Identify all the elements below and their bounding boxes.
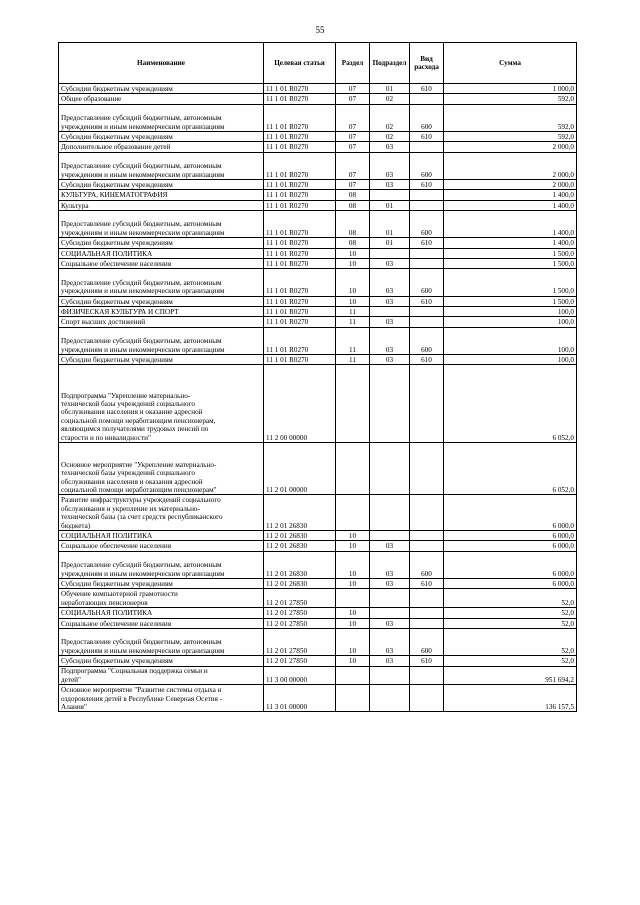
cell-subsection: 01 [370,238,410,248]
cell-section: 07 [336,131,370,141]
cell-expense-type: 610 [410,656,444,666]
cell-subsection: 01 [370,84,410,94]
cell-section: 10 [336,296,370,306]
cell-name: Основное мероприятие "Развитие системы отдыха и оздоровления детей в Республике Северная Осетия - Алания" [59,685,264,712]
cell-name: СОЦИАЛЬНАЯ ПОЛИТИКА [59,530,264,540]
cell-sum: 1 500,0 [444,248,577,258]
cell-subsection [370,495,410,531]
cell-subsection [370,530,410,540]
cell-name: Предоставление субсидий бюджетным, автономным учреждениям и иным некоммерческим организациям [59,104,264,131]
cell-section [336,685,370,712]
cell-name: СОЦИАЛЬНАЯ ПОЛИТИКА [59,608,264,618]
cell-subsection: 01 [370,200,410,210]
cell-target-item: 11 1 01 R0270 [264,211,336,238]
cell-section: 10 [336,608,370,618]
cell-target-item: 11 2 01 26830 [264,541,336,551]
table-body [59,84,577,712]
cell-sum: 6 052,0 [444,443,577,495]
table-row [59,94,577,104]
table-row [59,200,577,210]
cell-target-item: 11 1 01 R0270 [264,355,336,365]
cell-subsection: 03 [370,327,410,354]
cell-subsection: 03 [370,541,410,551]
cell-section: 10 [336,551,370,578]
cell-expense-type [410,200,444,210]
cell-sum: 100,0 [444,327,577,354]
cell-subsection: 03 [370,179,410,189]
cell-sum: 6 052,0 [444,365,577,443]
cell-target-item: 11 1 01 R0270 [264,269,336,296]
cell-subsection: 03 [370,618,410,628]
cell-sum: 100,0 [444,355,577,365]
cell-name: Субсидии бюджетным учреждениям [59,296,264,306]
cell-sum: 6 000,0 [444,541,577,551]
cell-expense-type: 600 [410,551,444,578]
cell-target-item: 11 1 01 R0270 [264,190,336,200]
cell-sum: 2 000,0 [444,179,577,189]
cell-subsection [370,365,410,443]
cell-target-item: 11 1 01 R0270 [264,142,336,152]
cell-name: Социальное обеспечение населения [59,259,264,269]
cell-target-item: 11 1 01 R0270 [264,200,336,210]
cell-sum: 52,0 [444,608,577,618]
cell-subsection [370,666,410,685]
table-row [59,589,577,608]
cell-subsection: 03 [370,142,410,152]
cell-expense-type [410,94,444,104]
cell-expense-type [410,317,444,327]
cell-expense-type: 610 [410,84,444,94]
table-row [59,530,577,540]
cell-target-item: 11 1 01 R0270 [264,327,336,354]
cell-subsection [370,589,410,608]
cell-expense-type: 610 [410,578,444,588]
cell-name: Предоставление субсидий бюджетным, автономным учреждениям и иным некоммерческим организациям [59,269,264,296]
table-row [59,131,577,141]
cell-sum: 1 500,0 [444,269,577,296]
table-row [59,248,577,258]
cell-expense-type [410,541,444,551]
cell-target-item: 11 1 01 R0270 [264,152,336,179]
table-row [59,179,577,189]
cell-expense-type: 600 [410,327,444,354]
cell-sum: 136 157,5 [444,685,577,712]
cell-section: 10 [336,618,370,628]
cell-sum: 6 000,0 [444,495,577,531]
cell-section: 07 [336,94,370,104]
table-row [59,84,577,94]
cell-section: 10 [336,530,370,540]
cell-sum: 52,0 [444,628,577,655]
cell-target-item: 11 2 01 27850 [264,608,336,618]
cell-section: 10 [336,269,370,296]
cell-expense-type [410,685,444,712]
cell-sum: 6 000,0 [444,578,577,588]
cell-target-item: 11 1 01 R0270 [264,307,336,317]
cell-expense-type [410,142,444,152]
cell-target-item: 11 2 01 27850 [264,628,336,655]
cell-section: 08 [336,238,370,248]
cell-name: Предоставление субсидий бюджетным, автономным учреждениям и иным некоммерческим организациям [59,211,264,238]
cell-section: 11 [336,317,370,327]
cell-subsection: 02 [370,94,410,104]
cell-expense-type: 600 [410,211,444,238]
table-row [59,495,577,531]
table-row [59,578,577,588]
cell-section: 11 [336,355,370,365]
cell-name: Субсидии бюджетным учреждениям [59,578,264,588]
page-number: 55 [315,25,325,35]
cell-expense-type [410,589,444,608]
cell-section [336,365,370,443]
cell-subsection [370,307,410,317]
cell-subsection [370,685,410,712]
cell-expense-type [410,608,444,618]
cell-expense-type: 610 [410,296,444,306]
cell-expense-type: 600 [410,104,444,131]
cell-sum: 6 000,0 [444,530,577,540]
table-row [59,355,577,365]
cell-expense-type [410,443,444,495]
cell-section: 08 [336,211,370,238]
cell-sum: 1 400,0 [444,238,577,248]
cell-sum: 1 400,0 [444,190,577,200]
cell-name: Субсидии бюджетным учреждениям [59,355,264,365]
cell-target-item: 11 1 01 R0270 [264,131,336,141]
cell-sum: 951 694,2 [444,666,577,685]
cell-section: 10 [336,259,370,269]
table-row [59,152,577,179]
cell-name: ФИЗИЧЕСКАЯ КУЛЬТУРА И СПОРТ [59,307,264,317]
cell-expense-type [410,618,444,628]
cell-expense-type: 610 [410,238,444,248]
table-row [59,618,577,628]
cell-target-item: 11 2 01 26830 [264,530,336,540]
cell-sum: 2 000,0 [444,152,577,179]
cell-section: 07 [336,142,370,152]
header-section: Раздел [336,43,370,84]
cell-target-item: 11 1 01 R0270 [264,104,336,131]
header-sum: Сумма [444,43,577,84]
cell-sum: 592,0 [444,94,577,104]
cell-name: Предоставление субсидий бюджетным, автономным учреждениям и иным некоммерческим организациям [59,152,264,179]
cell-name: Подпрограмма "Социальная поддержка семьи и детей" [59,666,264,685]
cell-section: 10 [336,541,370,551]
cell-name: Предоставление субсидий бюджетным, автономным учреждениям и иным некоммерческим организациям [59,628,264,655]
cell-name: Субсидии бюджетным учреждениям [59,84,264,94]
table-row [59,296,577,306]
cell-name: Субсидии бюджетным учреждениям [59,179,264,189]
cell-section: 07 [336,84,370,94]
header-target-item: Целевая статья [264,43,336,84]
cell-section: 08 [336,200,370,210]
table-row [59,142,577,152]
cell-name: Социальное обеспечение населения [59,541,264,551]
cell-subsection: 01 [370,211,410,238]
cell-target-item: 11 1 01 R0270 [264,238,336,248]
cell-target-item: 11 2 01 27850 [264,656,336,666]
cell-expense-type: 600 [410,269,444,296]
cell-target-item: 11 1 01 R0270 [264,179,336,189]
table-row [59,608,577,618]
table-row [59,666,577,685]
cell-sum: 2 000,0 [444,142,577,152]
cell-sum: 592,0 [444,104,577,131]
cell-sum: 1 500,0 [444,259,577,269]
cell-target-item: 11 2 01 27850 [264,589,336,608]
cell-sum: 1 000,0 [444,84,577,94]
table-row [59,685,577,712]
cell-section: 07 [336,104,370,131]
cell-target-item: 11 1 01 R0270 [264,317,336,327]
cell-name: СОЦИАЛЬНАЯ ПОЛИТИКА [59,248,264,258]
header-name: Наименование [59,43,264,84]
cell-section: 11 [336,327,370,354]
cell-target-item: 11 3 00 00000 [264,666,336,685]
cell-subsection: 03 [370,355,410,365]
cell-expense-type [410,365,444,443]
cell-target-item: 11 1 01 R0270 [264,296,336,306]
cell-subsection [370,443,410,495]
cell-subsection: 03 [370,578,410,588]
cell-subsection: 03 [370,551,410,578]
cell-subsection: 03 [370,628,410,655]
cell-name: Культура [59,200,264,210]
budget-table [58,42,577,712]
cell-name: Дополнительное образование детей [59,142,264,152]
table-row [59,551,577,578]
cell-section [336,495,370,531]
cell-expense-type: 610 [410,355,444,365]
cell-name: Развитие инфраструктуры учреждений социального обслуживания и укрепление их материально- технической базы (за счет средств республиканского бюджета) [59,495,264,531]
cell-expense-type [410,307,444,317]
header-expense-type: Вид расхода [410,43,444,84]
table-row [59,211,577,238]
cell-subsection: 03 [370,656,410,666]
cell-target-item: 11 2 01 27850 [264,618,336,628]
cell-subsection [370,608,410,618]
cell-expense-type: 600 [410,628,444,655]
cell-target-item: 11 1 01 R0270 [264,259,336,269]
cell-sum: 1 400,0 [444,211,577,238]
table-row [59,443,577,495]
table-row [59,541,577,551]
table-row [59,269,577,296]
cell-expense-type [410,530,444,540]
table-row [59,259,577,269]
cell-target-item: 11 1 01 R0270 [264,248,336,258]
cell-expense-type [410,259,444,269]
cell-subsection: 03 [370,259,410,269]
cell-name: КУЛЬТУРА, КИНЕМАТОГРАФИЯ [59,190,264,200]
cell-name: Предоставление субсидий бюджетным, автономным учреждениям и иным некоммерческим организациям [59,551,264,578]
cell-subsection: 03 [370,317,410,327]
cell-subsection: 02 [370,104,410,131]
cell-subsection: 03 [370,269,410,296]
cell-name: Обучение компьютерной грамотности неработающих пенсионеров [59,589,264,608]
table-row [59,238,577,248]
cell-name: Субсидии бюджетным учреждениям [59,238,264,248]
cell-expense-type: 610 [410,131,444,141]
cell-sum: 592,0 [444,131,577,141]
cell-expense-type [410,666,444,685]
cell-target-item: 11 2 01 26830 [264,578,336,588]
cell-section [336,443,370,495]
table-row [59,365,577,443]
cell-name: Субсидии бюджетным учреждениям [59,131,264,141]
cell-sum: 52,0 [444,656,577,666]
cell-section: 11 [336,307,370,317]
cell-sum: 6 000,0 [444,551,577,578]
cell-section: 07 [336,179,370,189]
header-subsection: Подраздел [370,43,410,84]
cell-section: 10 [336,248,370,258]
cell-expense-type [410,190,444,200]
cell-expense-type [410,495,444,531]
cell-expense-type [410,248,444,258]
cell-target-item: 11 1 01 R0270 [264,94,336,104]
cell-name: Общее образование [59,94,264,104]
table-row [59,307,577,317]
cell-target-item: 11 3 01 00000 [264,685,336,712]
cell-target-item: 11 1 01 R0270 [264,84,336,94]
table-row [59,317,577,327]
cell-sum: 100,0 [444,317,577,327]
cell-target-item: 11 2 01 00000 [264,443,336,495]
cell-sum: 100,0 [444,307,577,317]
cell-sum: 52,0 [444,618,577,628]
cell-section [336,589,370,608]
cell-subsection: 03 [370,152,410,179]
cell-expense-type: 600 [410,152,444,179]
table-row [59,656,577,666]
table-row [59,104,577,131]
cell-name: Спорт высших достижений [59,317,264,327]
cell-expense-type: 610 [410,179,444,189]
cell-subsection: 03 [370,296,410,306]
cell-section [336,666,370,685]
cell-sum: 1 400,0 [444,200,577,210]
cell-subsection: 02 [370,131,410,141]
table-row [59,190,577,200]
cell-target-item: 11 2 01 26830 [264,551,336,578]
cell-name: Подпрограмма "Укрепление материально- технической базы учреждений социального обслуживания населения и оказание адресной социальной помощи неработающим пенсионерам, являющимся получателями трудовых пенсий по старости и по инвалидности" [59,365,264,443]
cell-section: 10 [336,656,370,666]
cell-section: 10 [336,578,370,588]
cell-target-item: 11 2 00 00000 [264,365,336,443]
cell-name: Предоставление субсидий бюджетным, автономным учреждениям и иным некоммерческим организациям [59,327,264,354]
cell-sum: 52,0 [444,589,577,608]
table-header-row [59,43,577,84]
cell-section: 08 [336,190,370,200]
cell-target-item: 11 2 01 26830 [264,495,336,531]
cell-subsection [370,248,410,258]
cell-section: 07 [336,152,370,179]
cell-name: Социальное обеспечение населения [59,618,264,628]
table-row [59,327,577,354]
cell-section: 10 [336,628,370,655]
cell-name: Субсидии бюджетным учреждениям [59,656,264,666]
cell-name: Основное мероприятие "Укрепление материально- технической базы учреждений социального обслуживания населения и оказания адресной социальной помощи неработающим пенсионерам" [59,443,264,495]
table-row [59,628,577,655]
cell-sum: 1 500,0 [444,296,577,306]
cell-subsection [370,190,410,200]
